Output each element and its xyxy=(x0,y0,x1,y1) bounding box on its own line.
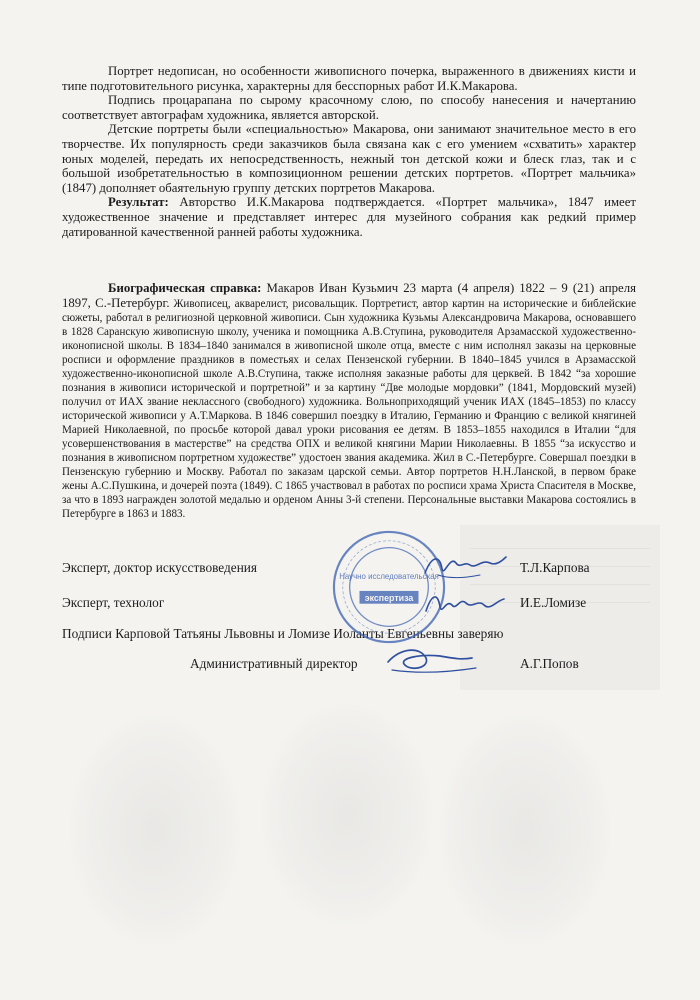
paragraph-result xyxy=(62,195,636,239)
signature-popov xyxy=(380,640,480,680)
expert2-name: И.Е.Ломизе xyxy=(520,595,587,610)
biography-text: Живописец, акварелист, рисовальщик. Портретист, автор картин на исторические и библейские сюжеты, работал в религиозной церковной живописи. Сын художника Кузьмы Александровича Макарова, основавшего в 1828 Саранскую живописную школу, ученика и помощника А.В.Ступина, руководителя Арзамасской художественно-иконописной школы. В 1834–1840 занимался в живописной школе отца, вместе с ним исполнял заказы на церковные росписи и оформление праздников в поместьях и селах Пензенской губернии. В 1840–1845 учился в Арзамасской художественно-иконописной школе А.В.Ступина, также исполняя заказные работы для церквей. В 1842 “за хорошие познания в живописи исторической и портретной” и за картину “Две молодые мордовки” (1841, Мордовский музей) получил от ИАХ звание некласcного (свободного) художника. Вольноприходящий ученик ИАХ (1845–1853) по классу исторической живописи у А.Т.Маркова. В 1846 совершил поездку в Италию, Германию и Францию с великой княгиней Марией Николаевной, по просьбе которой давал уроки рисования ее детям. В 1853–1855 находился в Италии “для усовершенствования в мастерстве” на средства ОПХ и великой княгини Марии Николаевны. В 1855 “за искусство и познания в живописном портретном художестве” удостоен звания академика. Жил в С.-Петербурге. Совершал поездки в Пензенскую губернию и Москву. Работал по заказам царской семьи. Автор портретов Н.Н.Ланской, в первом браке жены А.С.Пушкина, и дочерей поэта (1849). С 1865 участвовал в работах по росписи храма Христа Спасителя в Москве, за что в 1893 награжден золотой медалью и орденом Анны 3-й степени. Персональные выставки Макарова состоялись в Петербурге в 1863 и 1883. xyxy=(62,298,636,520)
certification-line: Подписи Карповой Татьяны Львовны и Ломизе Иоланты Евгеньевны заверяю xyxy=(62,626,504,641)
paragraph-style-note: Портрет недописан, но особенности живописного почерка, выраженного в движениях кисти и типе подготовительного рисунка, характерны для бесспорных работ И.К.Макарова. xyxy=(62,64,636,93)
signature-karpova xyxy=(420,545,510,585)
biography-label: Биографическая справка: xyxy=(108,281,262,295)
main-text-block xyxy=(62,64,636,239)
stamp-text-top: Научно исследовательская xyxy=(339,572,439,582)
expert1-role: Эксперт, доктор искусствоведения xyxy=(62,560,258,575)
expert2-role: Эксперт, технолог xyxy=(62,595,165,610)
bleed-through-portrait-left xyxy=(70,715,240,945)
result-label: Результат: xyxy=(108,195,169,210)
paragraph-signature-note: Подпись процарапана по сырому красочному слою, по способу нанесения и начертанию соответствует автографам художника, является авторской. xyxy=(62,93,636,122)
biography-block xyxy=(62,281,636,521)
result-text: Авторство И.К.Макарова подтверждается. «Портрет мальчика», 1847 имеет художественное значение и представляет интерес для музейного собрания как редкий пример датированной качественной ранней работы художника. xyxy=(62,195,636,239)
biography-heading: Макаров Иван Кузьмич 23 марта (4 апреля) 1822 – 9 (21) апреля 1897, С.-Петербург. xyxy=(62,281,636,310)
expert1-name: Т.Л.Карпова xyxy=(520,560,590,575)
stamp-text-main: экспертиза xyxy=(364,592,414,603)
bleed-through-portrait-right xyxy=(440,715,610,945)
director-name: А.Г.Попов xyxy=(520,656,579,671)
director-role: Административный директор xyxy=(190,656,358,671)
bleed-through-portrait-center xyxy=(262,705,432,925)
paragraph-child-portraits: Детские портреты были «специальностью» Макарова, они занимают значительное место в его творчестве. Их популярность среди заказчиков была связана как с его умением «схватить» характер юных моделей, передать их непосредственность, нежный тон детской кожи и блеск глаз, так и с большой изобретательностью в композиционном решении детских портретов. «Портрет мальчика» (1847) дополняет обаятельную группу детских портретов Макарова. xyxy=(62,122,636,195)
signature-lomize xyxy=(420,585,510,621)
biography-paragraph xyxy=(62,281,636,521)
